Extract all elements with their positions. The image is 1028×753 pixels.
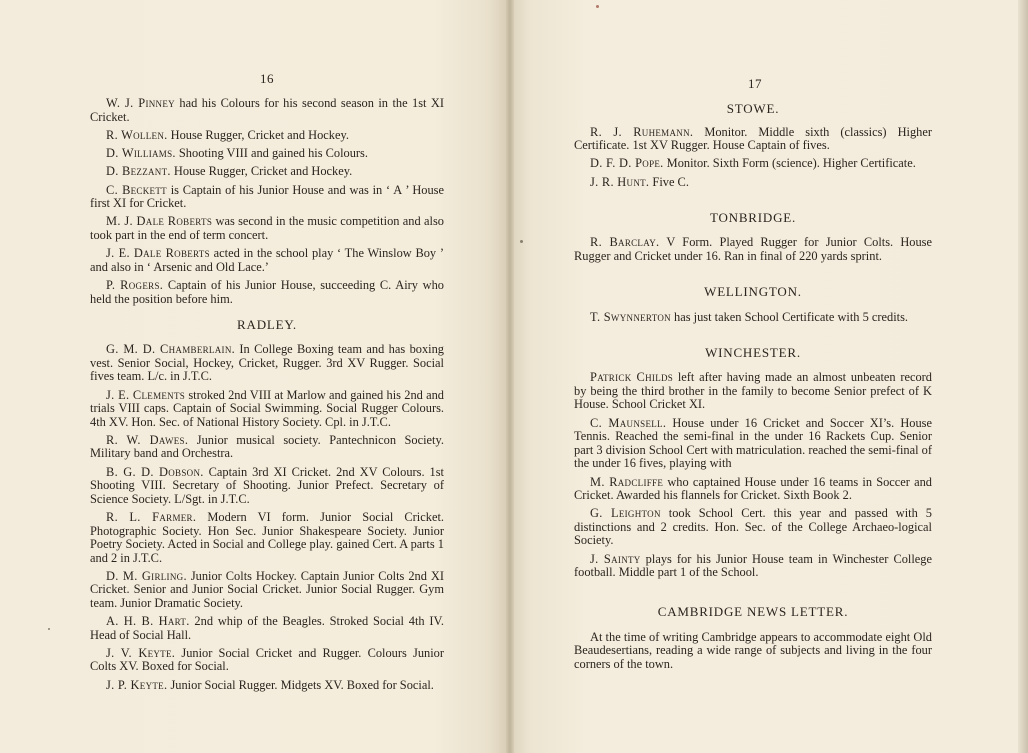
entry-name: R. W. Dawes. xyxy=(106,432,189,447)
paper-speck xyxy=(48,628,50,630)
entry xyxy=(90,679,444,693)
entry xyxy=(574,371,932,412)
entry-text: is Captain of his Junior House and was in ‘ A ’ House first XI for Cricket. xyxy=(90,182,444,211)
entry xyxy=(90,147,444,161)
entry xyxy=(90,466,444,507)
entry-name: D. F. D. Pope. xyxy=(590,156,664,171)
entry-text: Captain of his Junior House, succeeding C. Airy who held the position before him. xyxy=(90,278,444,306)
page-number-left: 16 xyxy=(260,71,274,86)
entry-name: D. M. Girling. xyxy=(106,568,187,583)
right-column xyxy=(574,102,932,676)
entry-name: Patrick Childs xyxy=(590,370,674,385)
entry xyxy=(574,417,932,471)
entry-name: P. Rogers. xyxy=(106,278,164,293)
entry xyxy=(90,165,444,179)
paper-speck xyxy=(596,5,599,8)
entry xyxy=(574,553,932,580)
section-heading-tonbridge: TONBRIDGE. xyxy=(709,209,797,225)
section-heading-radley: RADLEY. xyxy=(237,316,297,332)
entry xyxy=(90,434,444,461)
entry-text: left after having made an almost unbeaten record by being the third brother in the family to become Senior prefect of K House. School Cricket XI. xyxy=(574,370,932,412)
section-heading-wellington: WELLINGTON. xyxy=(704,284,802,300)
entry xyxy=(90,97,444,124)
entry-text: House Rugger, Cricket and Hockey. xyxy=(167,127,349,142)
entry-text: stroked 2nd VIII at Marlow and gained his 2nd and trials VIII caps. Captain of Social Swimming. Social Rugger Colours. 4th XV. Hon. Sec. of National History Society. Cpl. in J.T.C. xyxy=(90,387,444,429)
entry xyxy=(574,507,932,548)
entry-name: D. Bezzant. xyxy=(106,164,171,179)
section-heading-stowe: STOWE. xyxy=(726,101,780,116)
entry xyxy=(574,126,932,153)
entry-text: Monitor. Sixth Form (science). Higher Certificate. xyxy=(663,156,916,171)
section-heading-cambridge: CAMBRIDGE NEWS LETTER. xyxy=(657,604,849,620)
entry-text: Captain 3rd XI Cricket. 2nd XV Colours. 1st Shooting VIII. Secretary of Shooting. Junior Prefect. Secretary of Science Society. L/Sgt. in J.T.C. xyxy=(90,464,444,506)
entry-name: M. J. Dale Roberts xyxy=(106,214,213,229)
entry xyxy=(574,157,932,171)
page-edge xyxy=(1018,0,1028,753)
entry xyxy=(90,215,444,242)
entry-text: Junior Social Cricket and Rugger. Colours Junior Colts XV. Boxed for Social. xyxy=(90,645,444,674)
entry xyxy=(90,389,444,430)
paper-speck xyxy=(520,240,523,243)
entry-name: J. E. Dale Roberts xyxy=(106,246,210,261)
entry-text: 2nd whip of the Beagles. Stroked Social 4th IV. Head of Social Hall. xyxy=(90,614,445,642)
entry xyxy=(90,129,444,143)
entry-text: In College Boxing team and has boxing vest. Senior Social, Hockey, Cricket, Rugger. 3rd XV Rugger. Social fives team. L/c. in J.T.C. xyxy=(90,342,444,384)
entry-name: J. Sainty xyxy=(590,551,641,566)
entry-text: Junior musical society. Pantechnicon Society. Military band and Orchestra. xyxy=(90,432,444,461)
entry xyxy=(574,236,932,263)
entry xyxy=(90,247,444,274)
entry-name: J. V. Keyte. xyxy=(106,645,176,660)
entry-text: acted in the school play ‘ The Winslow Boy ’ and also in ‘ Arsenic and Old Lace.’ xyxy=(90,246,444,274)
entry-text: House under 16 Cricket and Soccer XI’s. House Tennis. Reached the semi-final in the under 16 Rackets Cup. Senior part 3 division School Cert with matriculation. reached the semi-final of the under 16 fives, playing with xyxy=(574,415,933,471)
entry-name: G. Leighton xyxy=(590,506,661,521)
entry-text: took School Cert. this year and passed with 5 distinctions and 2 credits. Hon. Sec. of the College Archaeo-logical Society. xyxy=(574,506,932,548)
entry-text: Shooting VIII and gained his Colours. xyxy=(175,146,368,161)
entry-text: Modern VI form. Junior Social Cricket. Photographic Society. Hon Sec. Junior Shakespeare Society. Junior Poetry Society. Acted in Social and College play. gained Cert. A parts 1 and 2 in J.T.C. xyxy=(90,510,444,565)
entry-text: Junior Social Rugger. Midgets XV. Boxed for Social. xyxy=(167,677,434,692)
entry xyxy=(574,476,932,503)
entry-text: who captained House under 16 teams in Soccer and Cricket. Awarded his flannels for Cricket. Sixth Book 2. xyxy=(574,474,932,503)
entry-name: R. Wollen. xyxy=(106,127,168,142)
entry-name: C. Maunsell. xyxy=(590,415,667,430)
entry-name: R. J. Ruhemann. xyxy=(590,124,694,139)
entry-text: plays for his Junior House team in Winchester College football. Middle part 1 of the School. xyxy=(574,551,932,580)
entry xyxy=(90,570,444,611)
entry-text: has just taken School Certificate with 5 credits. xyxy=(670,309,909,324)
entry-name: R. Barclay. xyxy=(590,235,660,250)
entry-text: had his Colours for his second season in the 1st XI Cricket. xyxy=(90,96,444,124)
entry-text: House Rugger, Cricket and Hockey. xyxy=(170,164,353,179)
book-gutter xyxy=(506,0,514,753)
entry-text: was second in the music competition and also took part in the end of term concert. xyxy=(90,214,445,242)
left-column xyxy=(90,97,444,697)
entry-name: J. R. Hunt. xyxy=(590,174,650,189)
cambridge-paragraph: At the time of writing Cambridge appears to accommodate eight Old Beaudesertians, reading a wide range of subjects and living in the four corners of the town. xyxy=(574,629,932,671)
entry-name: G. M. D. Chamberlain. xyxy=(106,342,236,357)
entry xyxy=(90,615,444,642)
entry xyxy=(90,511,444,565)
entry xyxy=(574,176,932,190)
entry-text: Five C. xyxy=(649,174,689,189)
entry-text: Junior Colts Hockey. Captain Junior Colts 2nd XI Cricket. Senior and Junior Social Cricket. Junior Social Rugger. Gym team. Junior Dramatic Society. xyxy=(90,568,444,610)
entry-name: B. G. D. Dobson. xyxy=(106,464,204,479)
entry-name: J. P. Keyte. xyxy=(106,677,168,692)
entry-name: W. J. Pinney xyxy=(106,96,175,110)
entry xyxy=(90,184,444,211)
entry xyxy=(574,311,932,325)
entry-name: T. Swynnerton xyxy=(590,309,671,324)
entry-name: M. Radcliffe xyxy=(590,474,664,489)
entry-text: V Form. Played Rugger for Junior Colts. House Rugger and Cricket under 16. Ran in final of 220 yards sprint. xyxy=(574,235,932,263)
entry-name: A. H. B. Hart. xyxy=(106,614,190,629)
section-heading-winchester: WINCHESTER. xyxy=(705,344,801,360)
entry xyxy=(90,279,444,306)
entry xyxy=(90,343,444,384)
entry xyxy=(90,647,444,674)
page-number-right: 17 xyxy=(748,76,762,91)
entry-text: Monitor. Middle sixth (classics) Higher Certificate. 1st XV Rugger. House Captain of fives. xyxy=(574,124,932,152)
entry-name: J. E. Clements xyxy=(106,387,186,402)
entry-name: C. Beckett xyxy=(106,182,167,197)
entry-name: R. L. Farmer. xyxy=(106,510,197,525)
entry-name: D. Williams. xyxy=(106,146,176,161)
